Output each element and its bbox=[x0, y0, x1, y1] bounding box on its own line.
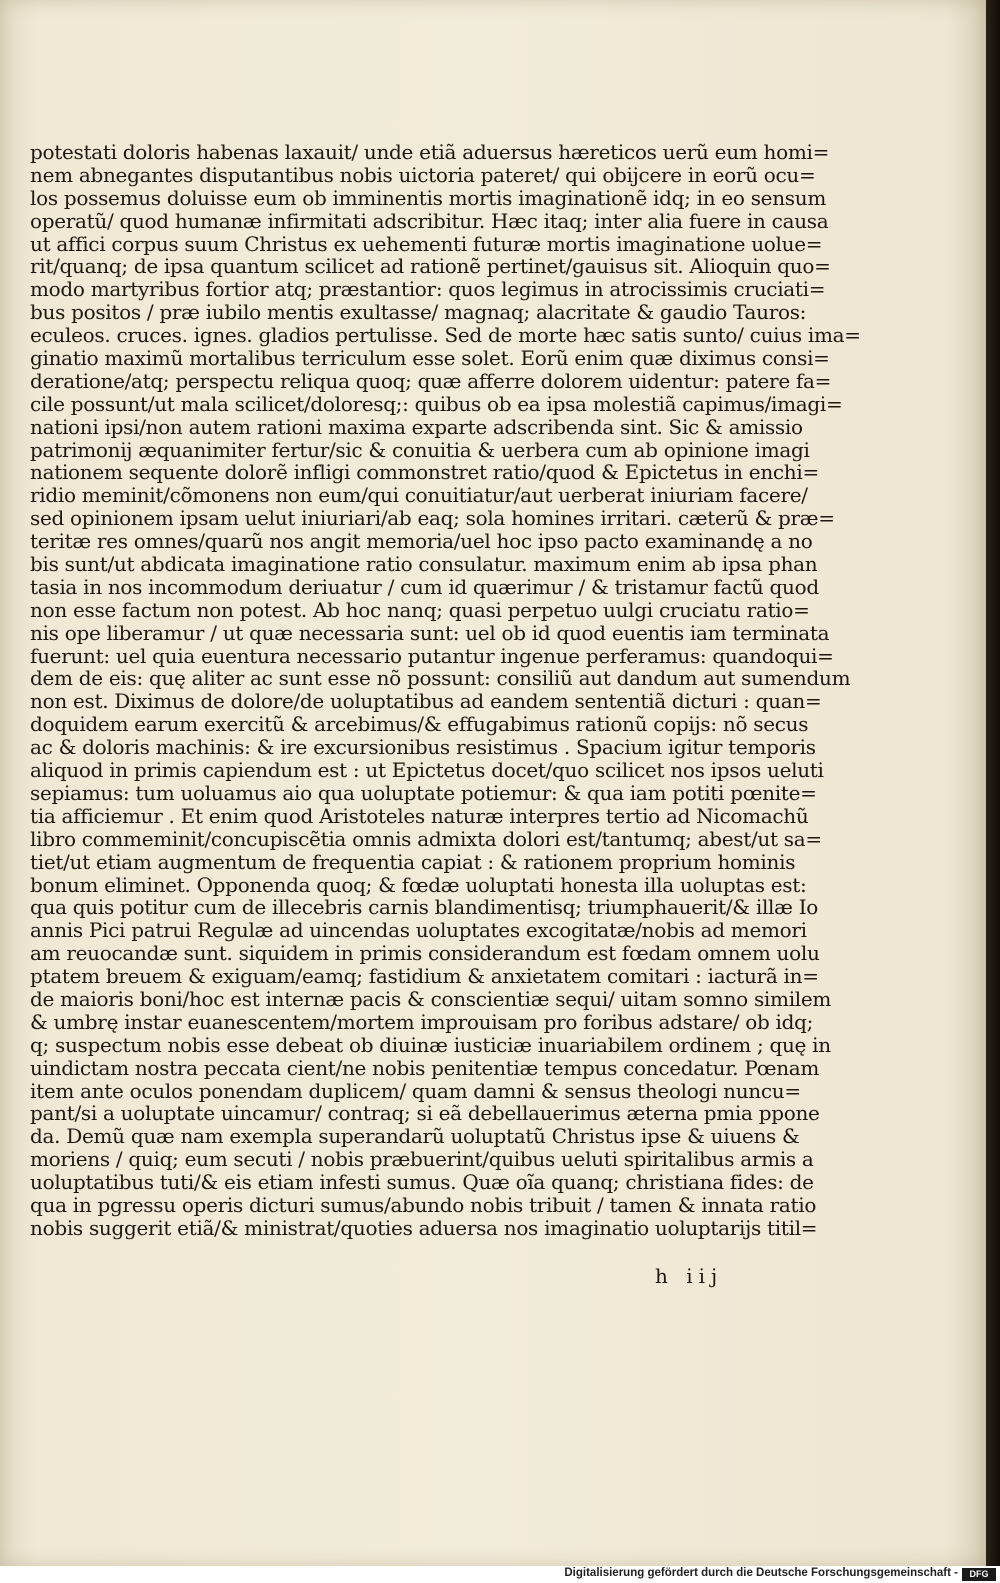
text-line: moriens / quiq; eum secuti / nobis præbuerint/quibus ueluti spiritalibus armis a bbox=[30, 1147, 814, 1172]
text-line: sepiamus: tum uoluamus aio qua uoluptate potiemur: & qua iam potiti pœnite= bbox=[30, 780, 817, 805]
text-line: non est. Diximus de dolore/de uoluptatibus ad eandem sententiã dicturi : quan= bbox=[30, 689, 822, 714]
text-line: bus positos / præ iubilo mentis exultasse/ magnaq; alacritate & gaudio Tauros: bbox=[30, 300, 807, 325]
text-line: nem abnegantes disputantibus nobis uictoria pateret/ qui obijcere in eorũ ocu= bbox=[30, 162, 816, 187]
body-text bbox=[30, 140, 861, 1240]
text-line: annis Pici patrui Regulæ ad uincendas uoluptates excogitatæ/nobis ad memori bbox=[30, 918, 807, 943]
text-line: fuerunt: uel quia euentura necessario putantur ingenue perferamus: quandoqui= bbox=[30, 643, 834, 668]
text-line: ptatem breuem & exiguam/eamq; fastidium & anxietatem comitari : iacturã in= bbox=[30, 964, 819, 989]
text-line: patrimonij æquanimiter fertur/sic & conuitia & uerbera cum ab opinione imagi bbox=[30, 437, 810, 462]
text-line: pant/si a uoluptate uincamur/ contraq; si eã debellauerimus æterna pmia ppone bbox=[30, 1101, 820, 1126]
text-line: item ante oculos ponendam duplicem/ quam damni & sensus theologi nuncu= bbox=[30, 1078, 801, 1103]
signature-mark: h iij bbox=[655, 1264, 724, 1288]
footer-credit: Digitalisierung gefördert durch die Deutsche Forschungsgemeinschaft - bbox=[564, 1567, 958, 1579]
text-line: eculeos. cruces. ignes. gladios pertulisse. Sed de morte hæc satis sunto/ cuius ima= bbox=[30, 323, 861, 348]
text-line: ut affici corpus suum Christus ex uehementi futuræ mortis imaginatione uolue= bbox=[30, 231, 823, 256]
text-line: nobis suggerit etiã/& ministrat/quoties aduersa nos imaginatio uoluptarijs titil= bbox=[30, 1215, 818, 1240]
text-line: & umbrę instar euanescentem/mortem improuisam pro foribus adstare/ ob idq; bbox=[30, 1009, 814, 1034]
text-line: deratione/atq; perspectu reliqua quoq; quæ afferre dolorem uidentur: patere fa= bbox=[30, 368, 832, 393]
footer-bar bbox=[0, 1566, 1000, 1583]
text-line: q; suspectum nobis esse debeat ob diuinæ iusticiæ inuariabilem ordinem ; quę in bbox=[30, 1032, 831, 1057]
dfg-logo: DFG bbox=[962, 1568, 996, 1581]
text-line: tasia in nos incommodum deriuatur / cum id quærimur / & tristamur factũ quod bbox=[30, 574, 819, 599]
text-line: libro commeminit/concupiscẽtia omnis admixta dolori est/tantumq; abest/ut sa= bbox=[30, 826, 822, 851]
text-line: sed opinionem ipsam uelut iniuriari/ab eaq; sola homines irritari. cæterũ & præ= bbox=[30, 506, 835, 531]
text-line: uoluptatibus tuti/& eis etiam infesti sumus. Quæ oĩa quanq; christiana fides: de bbox=[30, 1170, 814, 1195]
text-line: am reuocandæ sunt. siquidem in primis considerandum est fœdam omnem uolu bbox=[30, 941, 820, 966]
page-edge bbox=[986, 0, 1000, 1566]
text-line: modo martyribus fortior atq; præstantior: quos legimus in atrocissimis cruciati= bbox=[30, 277, 826, 302]
text-line: operatũ/ quod humanæ infirmitati adscribitur. Hæc itaq; inter alia fuere in causa bbox=[30, 208, 829, 233]
text-line: aliquod in primis capiendum est : ut Epictetus docet/quo scilicet nos ipsos ueluti bbox=[30, 758, 824, 783]
text-line: uindictam nostra peccata cient/ne nobis penitentiæ tempus concedatur. Pœnam bbox=[30, 1055, 820, 1080]
text-line: doquidem earum exercitũ & arcebimus/& effugabimus rationũ copijs: nõ secus bbox=[30, 712, 809, 737]
text-line: potestati doloris habenas laxauit/ unde etiã aduersus hæreticos uerũ eum homi= bbox=[30, 140, 830, 164]
text-line: tiet/ut etiam augmentum de frequentia capiat : & rationem proprium hominis bbox=[30, 849, 796, 874]
text-line: cile possunt/ut mala scilicet/doloresq;: quibus ob ea ipsa molestiã capimus/imagi= bbox=[30, 391, 843, 416]
text-line: dem de eis: quę aliter ac sunt esse nõ possunt: consiliũ aut dandum aut sumendum bbox=[30, 666, 851, 691]
text-line: qua quis potitur cum de illecebris carnis blandimentisq; triumphauerit/& illæ Io bbox=[30, 895, 819, 920]
text-line: bonum eliminet. Opponenda quoq; & fœdæ uoluptati honesta illa uoluptas est: bbox=[30, 872, 807, 897]
text-line: rit/quanq; de ipsa quantum scilicet ad rationẽ pertinet/gauisus sit. Alioquin quo= bbox=[30, 254, 831, 279]
text-line: los possemus doluisse eum ob imminentis mortis imaginationẽ idq; in eo sensum bbox=[30, 185, 827, 210]
text-line: non esse factum non potest. Ab hoc nanq; quasi perpetuo uulgi cruciatu ratio= bbox=[30, 597, 810, 622]
text-line: ac & doloris machinis: & ire excursionibus resistimus . Spacium igitur temporis bbox=[30, 735, 816, 760]
text-line: ginatio maximũ mortalibus terriculum esse solet. Eorũ enim quæ diximus consi= bbox=[30, 346, 830, 371]
text-line: nationi ipsi/non autem rationi maxima exparte adscribenda sint. Sic & amissio bbox=[30, 414, 803, 439]
text-line: bis sunt/ut abdicata imaginatione ratio consulatur. maximum enim ab ipsa phan bbox=[30, 552, 818, 577]
text-line: de maioris boni/hoc est internæ pacis & conscientiæ sequi/ uitam somno similem bbox=[30, 986, 832, 1011]
text-line: da. Demũ quæ nam exempla superandarũ uoluptatũ Christus ipse & uiuens & bbox=[30, 1124, 800, 1149]
text-line: tia afficiemur . Et enim quod Aristoteles naturæ interpres tertio ad Nicomachũ bbox=[30, 803, 809, 828]
text-line: qua in pgressu operis dicturi sumus/abundo nobis tribuit / tamen & innata ratio bbox=[30, 1192, 817, 1217]
text-line: nis ope liberamur / ut quæ necessaria sunt: uel ob id quod euentis iam terminata bbox=[30, 620, 830, 645]
text-line: nationem sequente dolorẽ infligi commonstret ratio/quod & Epictetus in enchi= bbox=[30, 460, 819, 485]
text-line: ridio meminit/cõmonens non eum/qui conuitiatur/aut uerberat iniuriam facere/ bbox=[30, 483, 808, 508]
text-line: teritæ res omnes/quarũ nos angit memoria/uel hoc ipso pacto examinandę a no bbox=[30, 529, 813, 554]
